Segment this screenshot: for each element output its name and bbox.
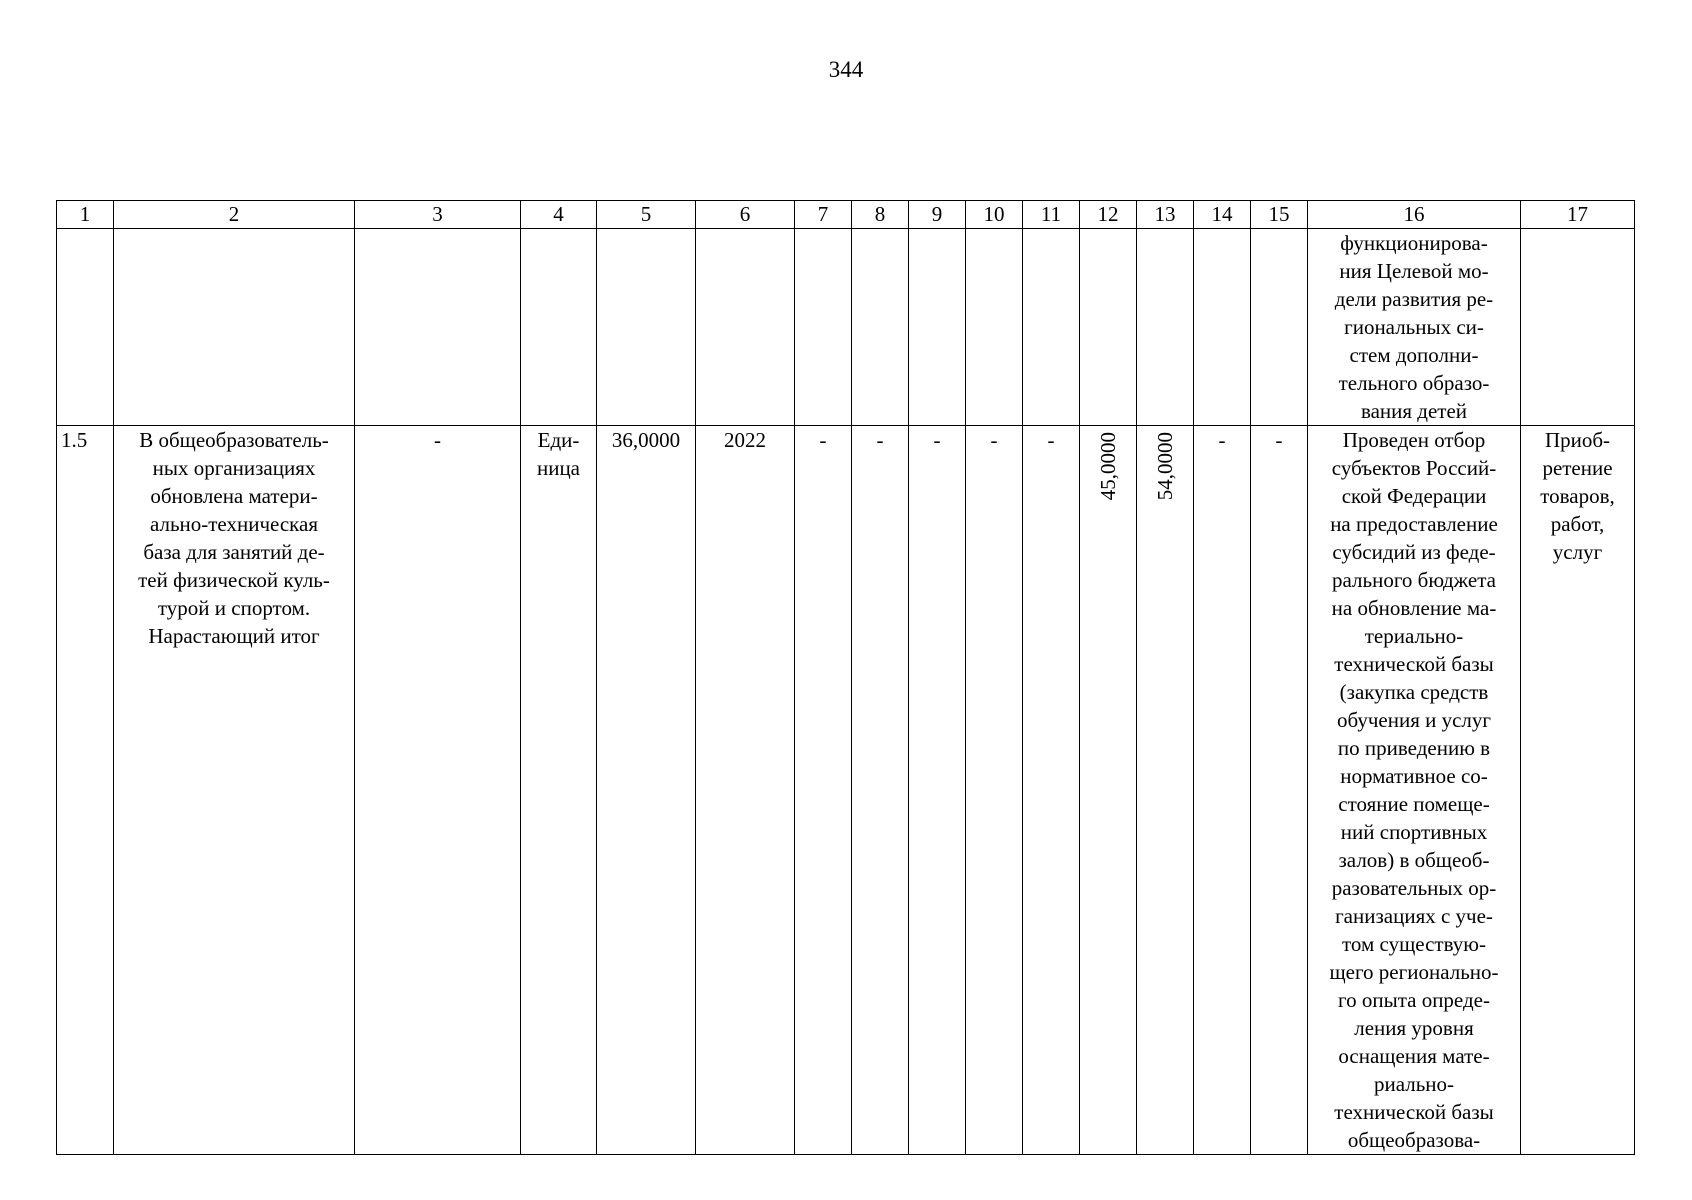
result-description: Проведен отбор субъектов Россий- ской Федерации на предоставление субсидий из феде- рального бюджета на обновление ма- териально- технической базы (закупка средств обучения и услуг по приведению в нормативное со- стояние помеще- ний спортивных залов) в общеоб- разовательных ор- ганизациях с уче- том существую- щего регионально- го опыта опреде- ления уровня оснащения мате- риально- технической базы общеобразова- bbox=[1308, 426, 1521, 1155]
cell-empty bbox=[1194, 229, 1251, 426]
column-number-6: 6 bbox=[696, 201, 795, 229]
column-number-7: 7 bbox=[795, 201, 852, 229]
cell-empty bbox=[355, 229, 521, 426]
cell-col8: - bbox=[852, 426, 909, 1155]
cell-col14: - bbox=[1194, 426, 1251, 1155]
cell-empty bbox=[966, 229, 1023, 426]
column-number-5: 5 bbox=[597, 201, 696, 229]
cell-col11: - bbox=[1023, 426, 1080, 1155]
continuation-result-text: функционирова- ния Целевой мо- дели развития ре- гиональных си- стем дополни- тельного образо- вания детей bbox=[1308, 229, 1521, 426]
column-number-13: 13 bbox=[1137, 201, 1194, 229]
column-number-15: 15 bbox=[1251, 201, 1308, 229]
indicator-name: В общеобразователь- ных организациях обновлена матери- ально-техническая база для занятий де- тей физической куль- турой и спортом. Нарастающий итог bbox=[114, 426, 355, 1155]
base-value: 36,0000 bbox=[597, 426, 696, 1155]
cell-col10: - bbox=[966, 426, 1023, 1155]
cell-empty bbox=[909, 229, 966, 426]
column-number-9: 9 bbox=[909, 201, 966, 229]
value-col13: 54,0000 bbox=[1153, 432, 1177, 501]
column-number-14: 14 bbox=[1194, 201, 1251, 229]
cell-empty bbox=[597, 229, 696, 426]
cell-empty bbox=[1080, 229, 1137, 426]
base-year: 2022 bbox=[696, 426, 795, 1155]
unit-of-measure: Еди- ница bbox=[521, 426, 597, 1155]
column-number-4: 4 bbox=[521, 201, 597, 229]
cell-empty bbox=[696, 229, 795, 426]
cell-empty bbox=[1521, 229, 1635, 426]
page-number: 344 bbox=[828, 57, 864, 82]
table-row bbox=[57, 426, 1635, 1155]
column-number-8: 8 bbox=[852, 201, 909, 229]
cell-col9: - bbox=[909, 426, 966, 1155]
column-number-3: 3 bbox=[355, 201, 521, 229]
row-number: 1.5 bbox=[57, 426, 114, 1155]
value-col12: 45,0000 bbox=[1096, 432, 1120, 501]
cell-empty bbox=[1137, 229, 1194, 426]
column-number-12: 12 bbox=[1080, 201, 1137, 229]
column-number-11: 11 bbox=[1023, 201, 1080, 229]
cell-empty bbox=[114, 229, 355, 426]
cell-empty bbox=[57, 229, 114, 426]
indicators-table bbox=[56, 200, 1635, 1155]
column-number-16: 16 bbox=[1308, 201, 1521, 229]
column-number-17: 17 bbox=[1521, 201, 1635, 229]
cell-empty bbox=[521, 229, 597, 426]
cell-empty bbox=[1251, 229, 1308, 426]
column-number-1: 1 bbox=[57, 201, 114, 229]
cell-empty bbox=[1023, 229, 1080, 426]
cell-col7: - bbox=[795, 426, 852, 1155]
cell-col3: - bbox=[355, 426, 521, 1155]
cell-col12 bbox=[1080, 426, 1137, 1155]
cell-col15: - bbox=[1251, 426, 1308, 1155]
continuation-row bbox=[57, 229, 1635, 426]
column-number-row bbox=[57, 201, 1635, 229]
result-type: Приоб- ретение товаров, работ, услуг bbox=[1521, 426, 1635, 1155]
cell-col13 bbox=[1137, 426, 1194, 1155]
column-number-2: 2 bbox=[114, 201, 355, 229]
cell-empty bbox=[795, 229, 852, 426]
column-number-10: 10 bbox=[966, 201, 1023, 229]
cell-empty bbox=[852, 229, 909, 426]
